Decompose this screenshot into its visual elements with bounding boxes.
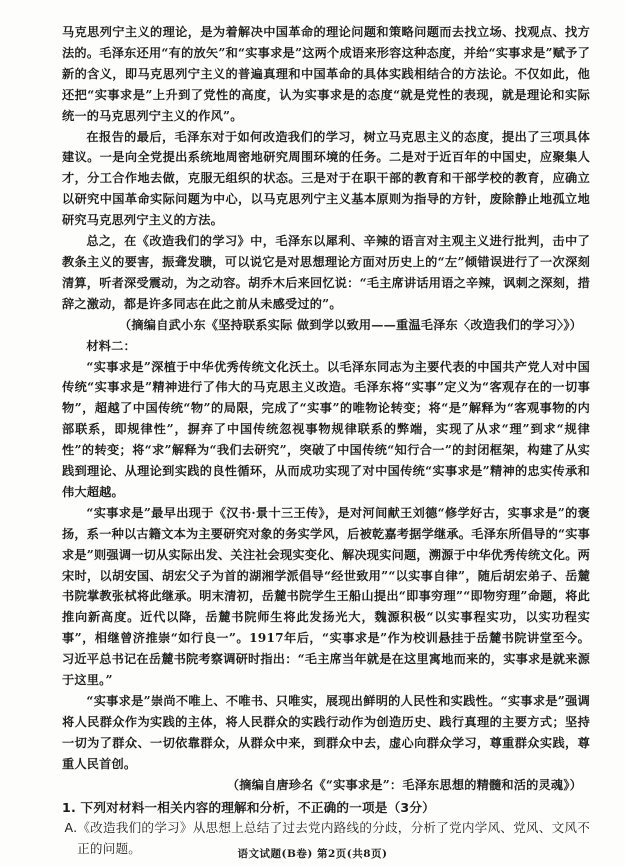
paragraph-continued: 马克思列宁主义的理论，是为着解决中国革命的理论问题和策略问题而去找立场、找观点、找方法的。毛泽东还用“有的放矢”和“实事求是”这两个成语来形容这种态度，并给“实事求是”赋予了新的含义，即马克思列宁主义的普遍真理和中国革命的具体实践相结合的方法论。不仅如此，他还把“实事求是”上升到了党性的高度，认为实事求是的态度“就是党性的表现，就是理论和实际统一的马克思列宁主义的作风”。 (62, 25, 590, 123)
page-footer: 语文试题(B卷) 第2页(共8页) (237, 848, 388, 860)
question-1-option-a: A.《改造我们的学习》从思想上总结了过去党内路线的分歧，分析了党内学风、党风、文风不正的问题。 (64, 820, 590, 857)
paragraph-origin: “实事求是”最早出现于《汉书·景十三王传》，是对河间献王刘德“修学好古，实事求是”的褒扬，系一种以古籍文本为主要研究对象的务实学风，后被乾嘉考据学继承。毛泽东所倡导的“实事求是”则强调一切从实际出发、关注社会现实变化、解决现实问题，溯源于中华优秀传统文化。两宋时，以胡安国、胡宏父子为首的湖湘学派倡导“经世致用”“以实事自律”，随后胡宏弟子、岳麓书院掌教张栻将此继承。明末清初，岳麓书院学生王船山提出“即事穷理”“即物穷理”命题，将此推向新高度。近代以降，岳麓书院师生将此发扬光大，魏源积极“以实事程实功，以实功程实事”，相继曾济推崇“如行良一”。1917年后，“实事求是”作为校训悬挂于岳麓书院讲堂至今。习近平总书记在岳麓书院考察调研时指出：“毛主席当年就是在这里寓地而来的，实事求是就来源于这里。” (62, 505, 590, 688)
paragraph-people: “实事求是”崇尚不唯上、不唯书、只唯实，展现出鲜明的人民性和实践性。“实事求是”强调将人民群众作为实践的主体，将人民群众的实践行动作为创造历史、践行真理的主要方式；坚持一切为了群众、一切依靠群众，从群众中来，到群众中去，虚心向群众学习，尊重群众实践，尊重人民首创。 (62, 694, 590, 771)
paragraph-summary: 总之，在《改造我们的学习》中，毛泽东以犀利、辛辣的语言对主观主义进行批判，击中了教条主义的要害，振聋发聩，可以说它是对思想理论方面对历史上的“左”倾错误进行了一次深刻清算，听者深受震动，为之动容。胡乔木后来回忆说：“毛主席讲话用语之辛辣，讽刺之深刻，措辞之激动，都是许多同志在此之前从未感受过的”。 (62, 234, 590, 311)
paragraph-tradition: “实事求是”深植于中华优秀传统文化沃土。以毛泽东同志为主要代表的中国共产党人对中国传统“实事求是”精神进行了伟大的马克思主义改造。毛泽东将“实事”定义为“客观存在的一切事物”，超越了中国传统“物”的局限，完成了“实事”的唯物论转变；将“是”解释为“客观事物的内部联系，即规律性”，摒弃了中国传统忽视事物规律联系的弊端，实现了从求“理”到求“规律性”的转变；将“求”解释为“我们去研究”，突破了中国传统“知行合一”的封闭框架，构建了从实践到理论、从理论到实践的良性循环，从而成功实现了对中国传统“实事求是”精神的忠实传承和伟大超越。 (62, 359, 590, 499)
document-body (62, 22, 590, 860)
question-1: 1. 下列对材料一相关内容的理解和分析，不正确的一项是（3分） (62, 799, 435, 815)
citation-material-1: （摘编自武小东《坚持联系实际 做到学以致用——重温毛泽东〈改造我们的学习〉》） (119, 317, 582, 332)
citation-material-2: （摘编自唐珍名《“实事求是”：毛泽东思想的精髓和活的灵魂》） (226, 777, 582, 792)
material-2-heading: 材料二： (86, 338, 136, 353)
paragraph-recommendations: 在报告的最后，毛泽东对于如何改造我们的学习，树立马克思主义的态度，提出了三项具体建议。一是向全党提出系统地周密地研究周围环境的任务。二是对于近百年的中国史，应聚集人才，分工合作地去做，克服无组织的状态。三是对于在职干部的教育和干部学校的教育，应确立以研究中国革命实际问题为中心，以马克思列宁主义基本原则为指导的方针，废除静止地孤立地研究马克思列宁主义的方法。 (62, 129, 590, 228)
